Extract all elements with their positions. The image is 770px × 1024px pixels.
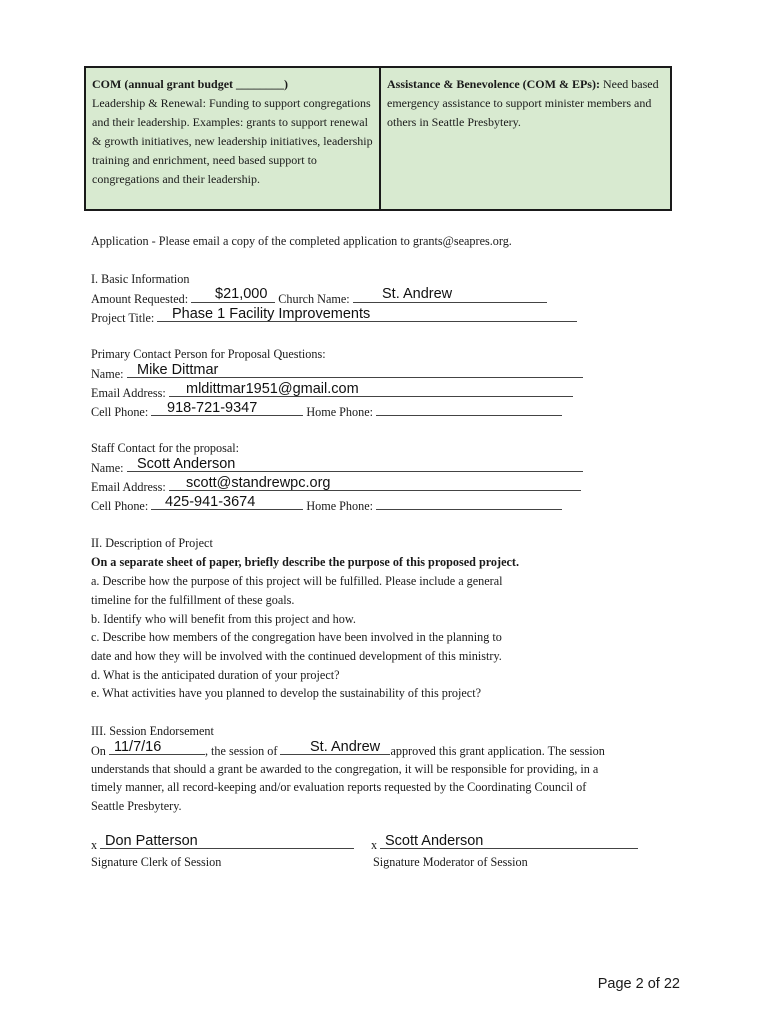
amount-label: Amount Requested:	[91, 292, 189, 306]
session-text: , the session of	[204, 744, 278, 758]
clerk-signature-field[interactable]: Don Patterson	[105, 833, 198, 849]
description-item: e. What activities have you planned to develop the sustainability of this project?	[91, 686, 482, 700]
page-number: Page 2 of 22	[597, 976, 680, 992]
description-item: b. Identify who will benefit from this project and how.	[91, 612, 356, 626]
staff-name-field[interactable]: Scott Anderson	[137, 456, 236, 472]
basic-info-heading: I. Basic Information	[91, 272, 190, 286]
description-item: c. Describe how members of the congregation have been involved in the planning to	[91, 630, 502, 644]
endorsement-heading: III. Session Endorsement	[91, 724, 214, 738]
assistance-grant-title: Assistance & Benevolence (COM & EPs):	[387, 77, 600, 91]
staff-contact-heading: Staff Contact for the proposal:	[91, 441, 240, 455]
description-item: a. Describe how the purpose of this project will be fulfilled. Please include a general	[91, 574, 503, 588]
description-item: d. What is the anticipated duration of your project?	[91, 668, 340, 682]
staff-cell-label: Cell Phone:	[91, 499, 149, 513]
approved-text: approved this grant application. The session	[390, 744, 605, 758]
description-instruction: On a separate sheet of paper, briefly describe the purpose of this proposed project.	[91, 555, 520, 569]
endorsement-body-line: Seattle Presbytery.	[91, 799, 182, 813]
description-item: date and how they will be involved with the continued development of this ministry.	[91, 649, 502, 663]
moderator-signature-field[interactable]: Scott Anderson	[385, 833, 484, 849]
primary-name-field[interactable]: Mike Dittmar	[137, 362, 219, 378]
primary-cell-label: Cell Phone:	[91, 405, 149, 419]
amount-field[interactable]: $21,000	[215, 286, 268, 302]
on-label: On	[91, 744, 106, 758]
church-name-field[interactable]: St. Andrew	[382, 286, 453, 302]
primary-home-label: Home Phone:	[306, 405, 373, 419]
primary-email-label: Email Address:	[91, 386, 166, 400]
grant-type-table	[84, 66, 672, 211]
primary-name-label: Name:	[91, 367, 124, 381]
primary-contact-heading: Primary Contact Person for Proposal Questions:	[91, 347, 326, 361]
staff-email-label: Email Address:	[91, 480, 166, 494]
primary-home-line	[376, 404, 562, 416]
staff-cell-field[interactable]: 425-941-3674	[165, 494, 256, 510]
staff-email-row	[91, 479, 581, 495]
assistance-grant-description: Need based emergency assistance to support minister members and others in Seattle Presbytery.	[387, 77, 659, 129]
clerk-x-mark: x	[91, 838, 98, 852]
project-title-field[interactable]: Phase 1 Facility Improvements	[172, 306, 371, 322]
endorsement-body-line: timely manner, all record-keeping and/or evaluation reports requested by the Coordinating Council of	[91, 780, 587, 794]
application-note: Application - Please email a copy of the completed application to grants@seapres.org.	[91, 234, 512, 248]
moderator-x-mark: x	[371, 838, 378, 852]
assistance-grant-cell	[381, 68, 670, 209]
church-label: Church Name:	[278, 292, 350, 306]
clerk-signature-label: Signature Clerk of Session	[91, 855, 222, 869]
staff-phone-row	[91, 498, 562, 514]
project-label: Project Title:	[91, 311, 155, 325]
staff-email-field[interactable]: scott@standrewpc.org	[186, 475, 331, 491]
description-item: timeline for the fulfillment of these goals.	[91, 593, 295, 607]
primary-cell-field[interactable]: 918-721-9347	[167, 400, 258, 416]
staff-home-line	[376, 498, 562, 510]
com-grant-title: COM (annual grant budget ________)	[92, 77, 289, 91]
amount-row	[91, 291, 547, 307]
staff-home-label: Home Phone:	[306, 499, 373, 513]
description-heading: II. Description of Project	[91, 536, 213, 550]
session-name-field[interactable]: St. Andrew	[310, 739, 381, 755]
staff-name-label: Name:	[91, 461, 124, 475]
com-grant-cell	[86, 68, 381, 209]
endorsement-date-field[interactable]: 11/7/16	[114, 739, 162, 755]
primary-email-field[interactable]: mldittmar1951@gmail.com	[186, 381, 359, 397]
moderator-signature-label: Signature Moderator of Session	[373, 855, 528, 869]
primary-phone-row	[91, 404, 562, 420]
com-grant-description: Leadership & Renewal: Funding to support congregations and their leadership. Examples: grants to support renewal & growth initiatives, new leadership initiatives, leadership training and enrichment, need based support to congregations and their leadership.	[92, 96, 373, 186]
endorsement-body-line: understands that should a grant be awarded to the congregation, it will be responsible for providing, in a	[91, 762, 599, 776]
